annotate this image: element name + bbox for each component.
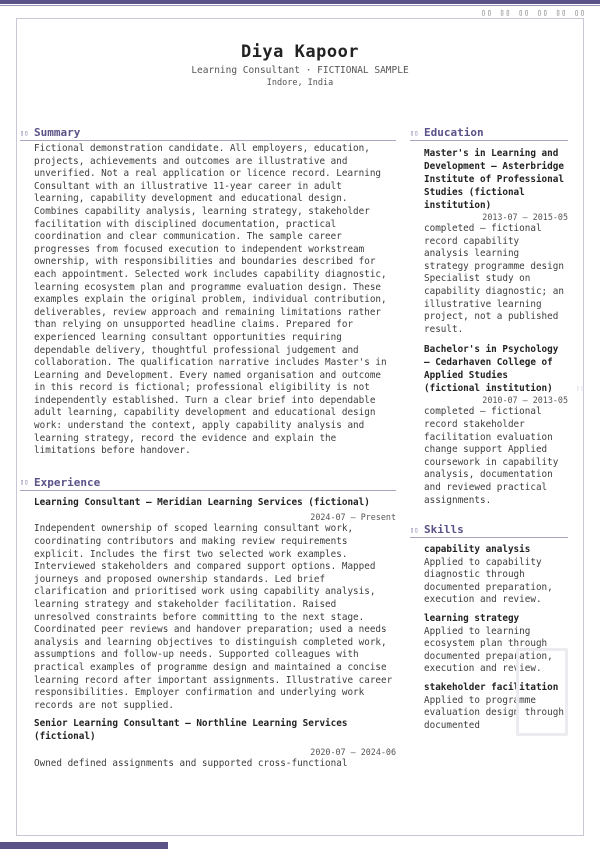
skills-heading bbox=[410, 523, 568, 538]
experience-heading bbox=[20, 476, 396, 491]
experience-section-icon: ▯▯ bbox=[20, 478, 29, 487]
top-accent-bar bbox=[0, 0, 600, 4]
experience-title: Experience bbox=[34, 475, 101, 489]
skill-name: stakeholder facilitation bbox=[424, 682, 559, 694]
education-entry bbox=[410, 147, 568, 336]
watermark-icon bbox=[516, 648, 568, 736]
summary-heading bbox=[20, 126, 396, 141]
top-link[interactable]: ▯▯ bbox=[537, 8, 549, 17]
summary-title: Summary bbox=[34, 126, 81, 139]
skill-description: Applied to programme evaluation design through documented bbox=[424, 694, 564, 731]
education-entry bbox=[410, 343, 568, 507]
top-link[interactable]: ▯▯ bbox=[481, 8, 493, 17]
left-column bbox=[20, 126, 396, 770]
resume-header bbox=[16, 42, 584, 88]
candidate-location: Indore, India bbox=[266, 78, 334, 88]
skills-section-icon: ▯▯ bbox=[410, 525, 419, 534]
skills-title: Skills bbox=[424, 523, 464, 537]
top-link[interactable]: ▯▯ bbox=[499, 8, 512, 17]
skill-entry bbox=[410, 544, 568, 607]
skill-description: Applied to capability diagnostic through documented preparation, execution and review. bbox=[424, 556, 553, 606]
candidate-subtitle: Learning Consultant · FICTIONAL SAMPLE bbox=[191, 65, 409, 76]
skill-description: Applied to learning ecosystem plan through documented preparation, execution and review. bbox=[424, 625, 553, 675]
summary-text: Fictional demonstration candidate. All employers, education, projects, achievements and outcomes are illustrative and unverified. Not a real application or licence record. Learning Consultant with an illustrative 11-year career in adult learning, capability development and educational design. Combines capability analysis, learning strategy, stakeholder facilitation with disciplined documentation, practical coordination and clear communication. The sample career progresses from focused execution to independent workstream ownership, with responsibilities and boundaries described for each appointment. Selected work includes capability diagnostic, learning ecosystem plan and programme evaluation design. These examples explain the original problem, individual contribution, deliverables, review approach and remaining limitations rather than relying on unsupported headline claims. Prepared for experienced learning consultant opportunities requiring dependable delivery, thoughtful professional judgement and collaboration. The qualification narrative includes Master's in Learning and Development. Every named organisation and outcome in this record is fictional; professional eligibility is not independently established. Turn a clear brief into dependable adult learning, capability development and educational design work: understand the context, apply capability analysis and learning strategy, record the evidence and explain the limitations before handover. bbox=[34, 143, 387, 457]
top-link[interactable]: ▯▯ bbox=[555, 8, 568, 17]
job-date: 2024-07 – Present bbox=[310, 512, 396, 523]
education-description: completed — fictional record stakeholder facilitation evaluation change support Applied coursework in capability analysis, documentation and reviewed practical assignments. bbox=[424, 406, 559, 506]
education-heading bbox=[410, 126, 568, 141]
job-date: 2020-07 – 2024-06 bbox=[310, 746, 396, 757]
top-link[interactable]: ▯▯ bbox=[518, 8, 531, 17]
skill-name: learning strategy bbox=[424, 613, 520, 625]
education-date: 2013-07 – 2015-05 bbox=[482, 212, 568, 222]
job-entry bbox=[20, 497, 396, 713]
top-link[interactable]: ▯▯ bbox=[574, 8, 586, 17]
candidate-name: Diya Kapoor bbox=[240, 42, 360, 62]
skill-name: capability analysis bbox=[424, 544, 531, 556]
top-accent-line bbox=[0, 5, 600, 6]
education-degree: Bachelor's in Psychology — Cedarhaven College of Applied Studies (fictional institution) bbox=[424, 344, 559, 395]
right-column bbox=[410, 126, 568, 732]
top-links bbox=[481, 8, 586, 17]
education-description: completed — fictional record capability analysis learning strategy programme design Specialist study on capability diagnostic; an illustrative learning project, not a published result. bbox=[424, 223, 564, 335]
job-entry bbox=[20, 718, 396, 770]
bottom-accent-bar bbox=[0, 842, 168, 849]
education-title: Education bbox=[424, 126, 484, 139]
side-mark-icon: ▯▯ bbox=[576, 384, 585, 392]
job-description: Owned defined assignments and supported cross-functional bbox=[34, 757, 348, 769]
education-section-icon: ▯▯ bbox=[410, 128, 419, 137]
education-date: 2010-07 – 2013-05 bbox=[482, 395, 568, 406]
job-title: Senior Learning Consultant — Northline Learning Services (fictional) bbox=[34, 718, 348, 742]
job-description: Independent ownership of scoped learning consultant work, coordinating contributors and making review requirements explicit. Includes the first two selected work examples. Interviewed stakeholders and compared support options. Mapped journeys and proposed ownership standards. Led brief clarification and prioritised work using capability analysis, learning strategy and stakeholder facilitation. Raised unresolved constraints before committing to the next stage. Coordinated peer reviews and handover preparation; used a needs analysis and learning objectives to distinguish completed work, assumptions and follow-up needs. Supported colleagues with practical examples of programme design and maintained a concise learning record after important assignments. Illustrative career responsibilities. Employer confirmation and underlying work records are not supplied. bbox=[34, 523, 393, 711]
education-degree: Master's in Learning and Development — Asterbridge Institute of Professional Studies (fictional institution) bbox=[424, 148, 564, 211]
summary-section-icon: ▯▯ bbox=[20, 128, 29, 137]
job-title: Learning Consultant — Meridian Learning Services (fictional) bbox=[34, 496, 370, 508]
